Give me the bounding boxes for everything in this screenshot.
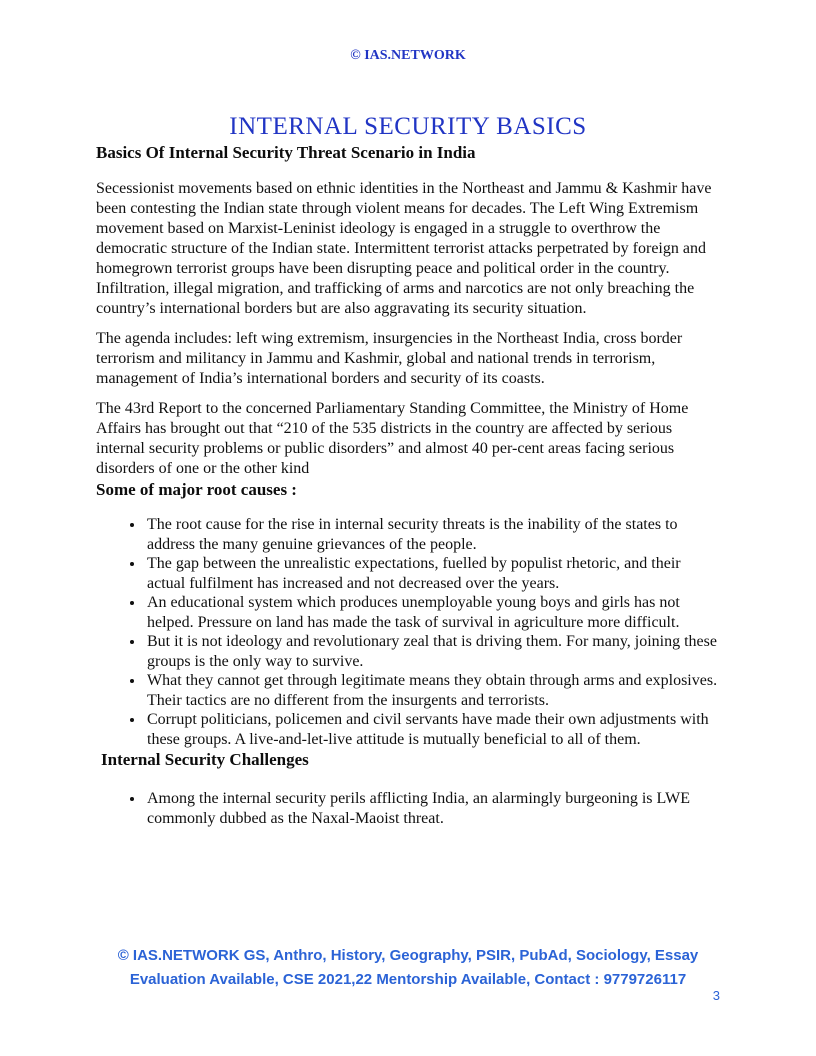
section-heading-challenges: Internal Security Challenges xyxy=(101,750,309,769)
section-heading-root-causes: Some of major root causes : xyxy=(96,480,297,499)
challenges-list xyxy=(96,789,720,828)
paragraph-secessionist: Secessionist movements based on ethnic identities in the Northeast and Jammu & Kashmir have been contesting the Indian state through violent means for decades. The Left Wing Extremism movement based on Marxist-Leninist ideology is engaged in a struggle to overthrow the democratic structure of the Indian state. Intermittent terrorist attacks perpetrated by foreign and homegrown terrorist groups have been disrupting peace and political order in the country. Infiltration, illegal migration, and trafficking of arms and narcotics are not only breaching the country’s international borders but are also aggravating its security situation. xyxy=(96,180,712,317)
root-causes-list xyxy=(96,515,720,749)
footer-line-1: © IAS.NETWORK GS, Anthro, History, Geography, PSIR, PubAd, Sociology, Essay xyxy=(117,947,699,964)
list-item: • But it is not ideology and revolutionary zeal that is driving them. For many, joining these groups is the only way to survive. xyxy=(145,632,720,671)
document-title: INTERNAL SECURITY BASICS xyxy=(229,113,587,140)
footer-line-2: Evaluation Available, CSE 2021,22 Mentorship Available, Contact : 9779726117 xyxy=(129,971,687,988)
list-item: • Among the internal security perils afflicting India, an alarmingly burgeoning is LWE commonly dubbed as the Naxal-Maoist threat. xyxy=(145,789,720,828)
paragraph-43rd-report: The 43rd Report to the concerned Parliamentary Standing Committee, the Ministry of Home Affairs has brought out that “210 of the 535 districts in the country are affected by serious internal security problems or public disorders” and almost 40 per-cent areas facing serious disorders of one or the other kind xyxy=(96,400,689,477)
footer-text xyxy=(96,944,720,992)
section-heading-basics: Basics Of Internal Security Threat Scenario in India xyxy=(96,143,476,162)
list-item: • The root cause for the rise in internal security threats is the inability of the states to address the many genuine grievances of the people. xyxy=(145,515,720,554)
list-item: • An educational system which produces unemployable young boys and girls has not helped. Pressure on land has made the task of survival in agriculture more difficult. xyxy=(145,593,720,632)
page-number: 3 xyxy=(712,988,720,1003)
list-item: • What they cannot get through legitimate means they obtain through arms and explosives. Their tactics are no different from the insurgents and terrorists. xyxy=(145,671,720,710)
list-item: • The gap between the unrealistic expectations, fuelled by populist rhetoric, and their actual fulfilment has increased and not decreased over the years. xyxy=(145,554,720,593)
list-item: • Corrupt politicians, policemen and civil servants have made their own adjustments with these groups. A live-and-let-live attitude is mutually beneficial to all of them. xyxy=(145,710,720,749)
paragraph-agenda: The agenda includes: left wing extremism, insurgencies in the Northeast India, cross border terrorism and militancy in Jammu and Kashmir, global and national trends in terrorism, management of India’s international borders and security of its coasts. xyxy=(96,330,683,387)
brand-header: © IAS.NETWORK xyxy=(350,48,466,63)
